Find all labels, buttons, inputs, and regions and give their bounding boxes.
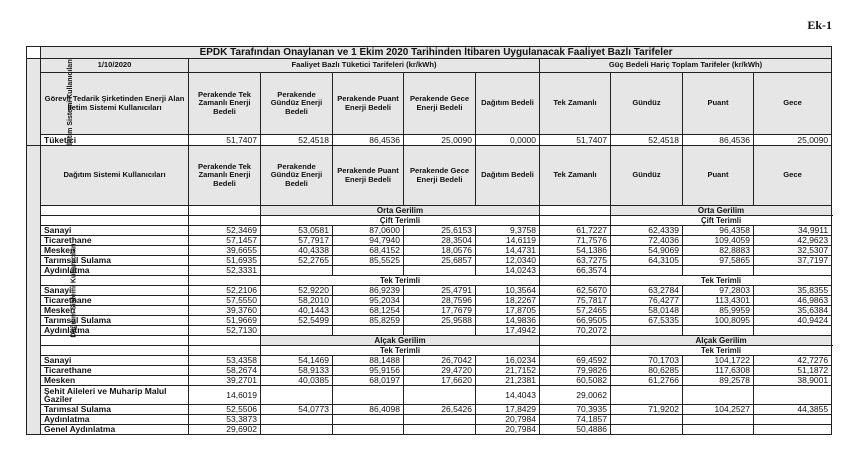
value-cell: 94,7940 xyxy=(333,236,404,246)
value-cell: 95,2034 xyxy=(333,296,404,306)
value-cell: 104,1722 xyxy=(683,356,754,366)
spacer-cell xyxy=(41,346,189,356)
date-cell: 1/10/2020 xyxy=(41,59,189,73)
spacer-cell xyxy=(41,206,189,216)
value-cell xyxy=(683,266,754,276)
value-cell: 57,7917 xyxy=(261,236,333,246)
value-cell: 35,6384 xyxy=(754,306,832,316)
value-cell: 104,2527 xyxy=(683,405,754,415)
value-cell xyxy=(333,415,404,425)
value-cell xyxy=(611,386,683,405)
subsection-header: Tek Terimli xyxy=(261,346,540,356)
value-cell: 109,4059 xyxy=(683,236,754,246)
value-cell xyxy=(404,386,476,405)
row-label: Ticarethane xyxy=(41,296,189,306)
value-cell: 89,2578 xyxy=(683,376,754,386)
value-cell: 85,8259 xyxy=(333,316,404,326)
value-cell: 17,7679 xyxy=(404,306,476,316)
value-cell: 58,0148 xyxy=(611,306,683,316)
value-cell: 37,7197 xyxy=(754,256,832,266)
value-cell xyxy=(754,386,832,405)
spacer-cell xyxy=(540,216,611,226)
value-cell: 60,5082 xyxy=(540,376,611,386)
value-cell: 20,7984 xyxy=(476,415,540,425)
column-header: Perakende Gündüz Enerji Bedeli xyxy=(261,146,333,206)
value-cell: 52,4518 xyxy=(611,135,683,146)
row-label: Sanayi xyxy=(41,286,189,296)
value-cell: 14,9836 xyxy=(476,316,540,326)
value-cell xyxy=(611,415,683,425)
value-cell: 62,4339 xyxy=(611,226,683,236)
value-cell: 61,2766 xyxy=(611,376,683,386)
value-cell xyxy=(404,266,476,276)
value-cell: 85,5525 xyxy=(333,256,404,266)
iletim-header: Görevli Tedarik Şirketinden Enerji Alan İletim Sistemi Kullanıcıları xyxy=(41,73,189,135)
value-cell: 86,4536 xyxy=(333,135,404,146)
value-cell: 14,0243 xyxy=(476,266,540,276)
value-cell: 52,2106 xyxy=(189,286,261,296)
value-cell: 17,6620 xyxy=(404,376,476,386)
value-cell: 39,3760 xyxy=(189,306,261,316)
value-cell: 87,0600 xyxy=(333,226,404,236)
value-cell: 12,0340 xyxy=(476,256,540,266)
value-cell: 86,4098 xyxy=(333,405,404,415)
spacer-cell xyxy=(189,216,261,226)
value-cell: 51,7407 xyxy=(540,135,611,146)
column-header: Dağıtım Bedeli xyxy=(476,146,540,206)
value-cell: 88,1488 xyxy=(333,356,404,366)
value-cell: 61,7227 xyxy=(540,226,611,236)
row-label: Tüketici xyxy=(41,135,189,146)
value-cell: 0,0000 xyxy=(476,135,540,146)
tariff-table xyxy=(26,46,832,435)
value-cell: 32,5307 xyxy=(754,246,832,256)
value-cell: 75,7817 xyxy=(540,296,611,306)
value-cell: 25,4791 xyxy=(404,286,476,296)
value-cell: 54,1386 xyxy=(540,246,611,256)
value-cell: 58,2674 xyxy=(189,366,261,376)
value-cell: 51,6935 xyxy=(189,256,261,266)
value-cell: 68,1254 xyxy=(333,306,404,316)
value-cell xyxy=(333,266,404,276)
value-cell: 57,1457 xyxy=(189,236,261,246)
value-cell xyxy=(683,386,754,405)
value-cell xyxy=(611,326,683,336)
value-cell: 40,0385 xyxy=(261,376,333,386)
value-cell xyxy=(754,266,832,276)
value-cell: 21,2381 xyxy=(476,376,540,386)
value-cell: 35,8355 xyxy=(754,286,832,296)
value-cell xyxy=(754,326,832,336)
value-cell: 52,5506 xyxy=(189,405,261,415)
section-header: Orta Gerilim xyxy=(261,206,540,216)
column-header: Tek Zamanlı xyxy=(540,146,611,206)
column-header: Gece xyxy=(754,146,832,206)
spacer-cell xyxy=(540,346,611,356)
row-label: Tarımsal Sulama xyxy=(41,405,189,415)
column-header: Puant xyxy=(683,73,754,135)
value-cell: 63,2784 xyxy=(611,286,683,296)
value-cell: 40,1443 xyxy=(261,306,333,316)
value-cell: 53,3873 xyxy=(189,415,261,425)
side-label-dagitim: Dağıtım Sistemi Kullanıcıları xyxy=(27,146,41,435)
column-header: Gündüz xyxy=(611,73,683,135)
dagitim-header: Dağıtım Sistemi Kullanıcıları xyxy=(41,146,189,206)
value-cell: 25,6857 xyxy=(404,256,476,266)
column-header: Gece xyxy=(754,73,832,135)
value-cell: 64,3105 xyxy=(611,256,683,266)
value-cell: 74,1857 xyxy=(540,415,611,425)
value-cell: 17,4942 xyxy=(476,326,540,336)
value-cell: 42,7276 xyxy=(754,356,832,366)
value-cell: 25,6153 xyxy=(404,226,476,236)
value-cell: 113,4301 xyxy=(683,296,754,306)
value-cell: 44,3855 xyxy=(754,405,832,415)
column-header: Perakende Gece Enerji Bedeli xyxy=(404,146,476,206)
value-cell xyxy=(611,425,683,435)
row-label: Mesken xyxy=(41,306,189,316)
value-cell xyxy=(261,386,333,405)
value-cell: 14,6119 xyxy=(476,236,540,246)
spacer-cell xyxy=(540,336,611,346)
value-cell xyxy=(683,415,754,425)
value-cell: 80,6285 xyxy=(611,366,683,376)
column-header: Perakende Puant Enerji Bedeli xyxy=(333,73,404,135)
value-cell: 58,9133 xyxy=(261,366,333,376)
value-cell: 28,7596 xyxy=(404,296,476,306)
subsection-header: Tek Terimli xyxy=(261,276,540,286)
value-cell: 52,2765 xyxy=(261,256,333,266)
value-cell: 29,6902 xyxy=(189,425,261,435)
value-cell: 50,4886 xyxy=(540,425,611,435)
row-label: Aydınlatma xyxy=(41,415,189,425)
value-cell: 21,7152 xyxy=(476,366,540,376)
spacer-cell xyxy=(41,276,189,286)
spacer-cell xyxy=(189,346,261,356)
row-label: Tarımsal Sulama xyxy=(41,256,189,266)
value-cell: 76,4277 xyxy=(611,296,683,306)
side-label-iletim: İletim Sistemi Kullanıcıları xyxy=(27,59,41,146)
value-cell: 68,0197 xyxy=(333,376,404,386)
value-cell: 66,3574 xyxy=(540,266,611,276)
value-cell: 72,4036 xyxy=(611,236,683,246)
value-cell: 52,4518 xyxy=(261,135,333,146)
value-cell xyxy=(333,386,404,405)
value-cell: 52,9220 xyxy=(261,286,333,296)
row-label: Mesken xyxy=(41,376,189,386)
value-cell: 40,9424 xyxy=(754,316,832,326)
value-cell: 34,9911 xyxy=(754,226,832,236)
value-cell: 29,0062 xyxy=(540,386,611,405)
column-header: Gündüz xyxy=(611,146,683,206)
subsection-header: Çift Terimli xyxy=(261,216,540,226)
row-label: Ticarethane xyxy=(41,236,189,246)
value-cell xyxy=(261,425,333,435)
value-cell: 17,8429 xyxy=(476,405,540,415)
value-cell: 67,5335 xyxy=(611,316,683,326)
value-cell: 85,9959 xyxy=(683,306,754,316)
section-header: Alçak Gerilim xyxy=(611,336,832,346)
value-cell: 54,9069 xyxy=(611,246,683,256)
value-cell: 52,5499 xyxy=(261,316,333,326)
value-cell: 29,4720 xyxy=(404,366,476,376)
value-cell: 46,9863 xyxy=(754,296,832,306)
value-cell: 97,5865 xyxy=(683,256,754,266)
value-cell: 53,0581 xyxy=(261,226,333,236)
value-cell: 28,3504 xyxy=(404,236,476,246)
column-header: Puant xyxy=(683,146,754,206)
value-cell: 70,1703 xyxy=(611,356,683,366)
value-cell: 25,9588 xyxy=(404,316,476,326)
spacer-cell xyxy=(540,206,611,216)
value-cell: 70,3935 xyxy=(540,405,611,415)
value-cell: 40,4338 xyxy=(261,246,333,256)
value-cell xyxy=(404,326,476,336)
value-cell: 9,3758 xyxy=(476,226,540,236)
group-header-right: Güç Bedeli Hariç Toplam Tarifeler (kr/kWh) xyxy=(540,59,832,73)
spacer-cell xyxy=(189,206,261,216)
value-cell: 17,8705 xyxy=(476,306,540,316)
value-cell xyxy=(333,425,404,435)
value-cell: 52,7130 xyxy=(189,326,261,336)
column-header: Perakende Puant Enerji Bedeli xyxy=(333,146,404,206)
value-cell: 16,0234 xyxy=(476,356,540,366)
value-cell: 54,0773 xyxy=(261,405,333,415)
value-cell: 82,8883 xyxy=(683,246,754,256)
column-header: Perakende Tek Zamanlı Enerji Bedeli xyxy=(189,146,261,206)
row-label: Genel Aydınlatma xyxy=(41,425,189,435)
column-header: Tek Zamanlı xyxy=(540,73,611,135)
section-header: Alçak Gerilim xyxy=(261,336,540,346)
value-cell: 42,9623 xyxy=(754,236,832,246)
spacer-cell xyxy=(41,216,189,226)
row-label: Aydınlatma xyxy=(41,326,189,336)
value-cell xyxy=(754,415,832,425)
table-title: EPDK Tarafından Onaylanan ve 1 Ekim 2020 Tarihinden İtibaren Uygulanacak Faaliyet Bazlı Tarifeler xyxy=(41,47,832,59)
row-label: Tarımsal Sulama xyxy=(41,316,189,326)
spacer-cell xyxy=(540,276,611,286)
column-header: Perakende Gece Enerji Bedeli xyxy=(404,73,476,135)
value-cell: 38,9001 xyxy=(754,376,832,386)
value-cell: 100,8095 xyxy=(683,316,754,326)
section-header: Orta Gerilim xyxy=(611,206,832,216)
value-cell: 53,4358 xyxy=(189,356,261,366)
value-cell: 86,4536 xyxy=(683,135,754,146)
annex-label: Ek-1 xyxy=(807,18,832,32)
spacer-cell xyxy=(41,336,189,346)
column-header: Perakende Tek Zamanlı Enerji Bedeli xyxy=(189,73,261,135)
value-cell: 66,9505 xyxy=(540,316,611,326)
value-cell xyxy=(683,326,754,336)
value-cell xyxy=(754,425,832,435)
value-cell xyxy=(404,415,476,425)
value-cell xyxy=(683,425,754,435)
value-cell: 57,2465 xyxy=(540,306,611,316)
value-cell: 117,6308 xyxy=(683,366,754,376)
value-cell: 26,5426 xyxy=(404,405,476,415)
row-label: Aydınlatma xyxy=(41,266,189,276)
value-cell: 20,7984 xyxy=(476,425,540,435)
value-cell: 25,0090 xyxy=(754,135,832,146)
column-header: Perakende Gündüz Enerji Bedeli xyxy=(261,73,333,135)
row-label: Ticarethane xyxy=(41,366,189,376)
value-cell: 52,3331 xyxy=(189,266,261,276)
value-cell: 54,1469 xyxy=(261,356,333,366)
value-cell: 57,5550 xyxy=(189,296,261,306)
value-cell: 95,9156 xyxy=(333,366,404,376)
value-cell: 14,6019 xyxy=(189,386,261,405)
value-cell: 71,9202 xyxy=(611,405,683,415)
row-label: Sanayi xyxy=(41,356,189,366)
value-cell: 39,2701 xyxy=(189,376,261,386)
value-cell: 52,3469 xyxy=(189,226,261,236)
spacer-cell xyxy=(189,336,261,346)
value-cell: 18,2267 xyxy=(476,296,540,306)
value-cell xyxy=(261,326,333,336)
value-cell: 39,6655 xyxy=(189,246,261,256)
subsection-header: Çift Terimli xyxy=(611,216,832,226)
value-cell: 62,5670 xyxy=(540,286,611,296)
value-cell: 79,9826 xyxy=(540,366,611,376)
value-cell: 51,9669 xyxy=(189,316,261,326)
value-cell: 10,3564 xyxy=(476,286,540,296)
value-cell: 58,2010 xyxy=(261,296,333,306)
value-cell: 26,7042 xyxy=(404,356,476,366)
subsection-header: Tek Terimli xyxy=(611,346,832,356)
value-cell xyxy=(261,415,333,425)
value-cell: 63,7275 xyxy=(540,256,611,266)
subsection-header: Tek Terimli xyxy=(611,276,832,286)
value-cell: 25,0090 xyxy=(404,135,476,146)
group-header-left: Faaliyet Bazlı Tüketici Tarifeleri (kr/kWh) xyxy=(189,59,540,73)
value-cell xyxy=(404,425,476,435)
value-cell xyxy=(611,266,683,276)
value-cell: 71,7576 xyxy=(540,236,611,246)
value-cell: 18,0576 xyxy=(404,246,476,256)
value-cell: 70,2072 xyxy=(540,326,611,336)
value-cell: 51,1872 xyxy=(754,366,832,376)
value-cell: 97,2803 xyxy=(683,286,754,296)
row-label: Mesken xyxy=(41,246,189,256)
value-cell: 14,4043 xyxy=(476,386,540,405)
value-cell: 51,7407 xyxy=(189,135,261,146)
spacer-cell xyxy=(189,276,261,286)
value-cell: 14,4731 xyxy=(476,246,540,256)
value-cell: 69,4592 xyxy=(540,356,611,366)
value-cell: 68,4152 xyxy=(333,246,404,256)
value-cell: 86,9239 xyxy=(333,286,404,296)
value-cell: 96,4358 xyxy=(683,226,754,236)
row-label: Şehit Aileleri ve Muharip Malul Gaziler xyxy=(41,386,189,405)
value-cell xyxy=(333,326,404,336)
value-cell xyxy=(261,266,333,276)
column-header: Dağıtım Bedeli xyxy=(476,73,540,135)
row-label: Sanayi xyxy=(41,226,189,236)
